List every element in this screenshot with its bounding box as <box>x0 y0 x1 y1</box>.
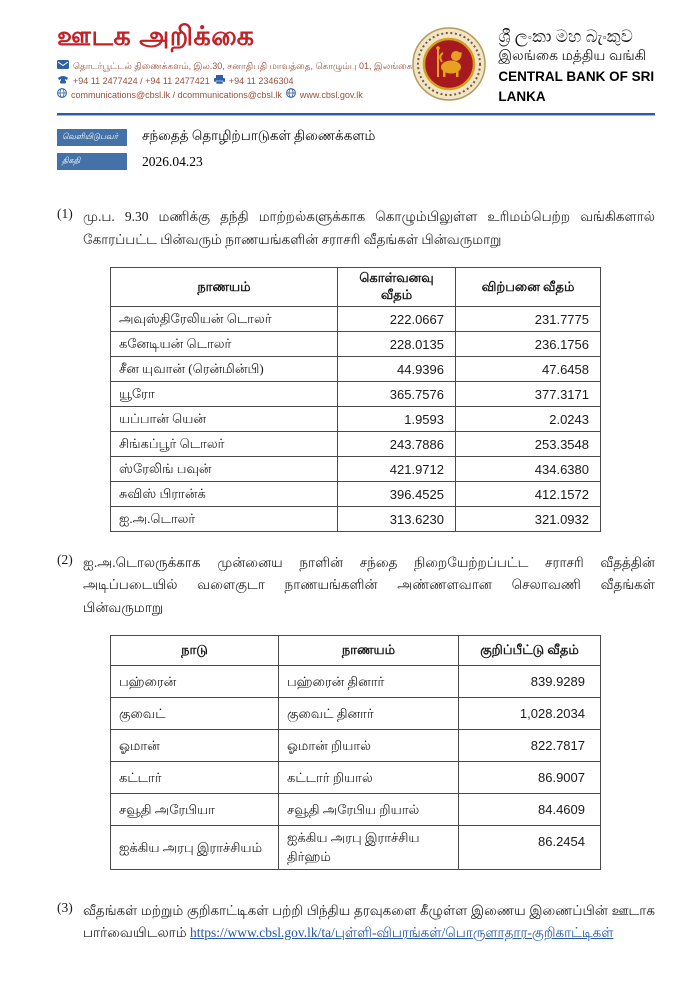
table-cell: 86.2454 <box>459 825 601 869</box>
table-cell: சீன யுவான் (ரென்மின்பி) <box>111 357 338 382</box>
globe-icon <box>57 88 67 103</box>
table-cell: 236.1756 <box>456 332 601 357</box>
table-cell: 84.4609 <box>459 793 601 825</box>
table-row <box>111 761 601 793</box>
table-cell: 243.7886 <box>338 432 456 457</box>
table-row <box>111 825 601 869</box>
gulf-rates-table <box>110 635 601 870</box>
table-cell: 421.9712 <box>338 457 456 482</box>
table-cell: யப்பான் யென் <box>111 407 338 432</box>
table-cell: 2.0243 <box>456 407 601 432</box>
table-cell: ஐக்கிய அரபு இராச்சிய திர்ஹம் <box>279 825 459 869</box>
date-row <box>57 153 655 170</box>
header-divider <box>57 113 655 116</box>
fax-number: +94 11 2346304 <box>228 75 294 86</box>
date-label: திகதி <box>57 153 127 170</box>
table-cell: சவூதி அரேபியா <box>111 793 279 825</box>
web-line <box>57 88 412 103</box>
phone-numbers: +94 11 2477424 / +94 11 2477421 <box>73 75 210 86</box>
issued-by-row <box>57 128 655 146</box>
table-header-row <box>111 268 601 307</box>
release-date: 2026.04.23 <box>142 153 203 169</box>
globe-icon <box>286 88 296 103</box>
table-cell: பஹ்ரைன் தினார் <box>279 665 459 697</box>
cbsl-statistics-link[interactable]: https://www.cbsl.gov.lk/ta/புள்ளி-விபரங்கள்/பொருளாதார-குறிகாட்டிகள் <box>189 925 614 941</box>
table-cell: 222.0667 <box>338 307 456 332</box>
table-cell: கனேடியன் டொலர் <box>111 332 338 357</box>
paragraph-number: (1) <box>57 206 73 222</box>
column-header-country: நாடு <box>111 635 279 665</box>
paragraph-1 <box>57 206 655 251</box>
table-cell: 1.9593 <box>338 407 456 432</box>
table-cell: சவூதி அரேபிய றியால் <box>279 793 459 825</box>
exchange-rates-table <box>110 267 601 532</box>
table-row <box>111 357 601 382</box>
bank-name-block <box>498 26 655 107</box>
table-row <box>111 307 601 332</box>
page-title: ஊடக அறிக்கை <box>57 21 255 51</box>
paragraph-text: ஐ.அ.டொலருக்காக முன்னைய நாளின் சந்தை நிறையேற்றப்பட்ட சராசரி வீதத்தின் அடிப்படையில் வளைகுடா நாணயங்களின் அண்ணளவான செலாவணி வீதங்கள் பின்வருமாறு <box>83 555 655 615</box>
table-cell: சுவிஸ் பிரான்க் <box>111 482 338 507</box>
table-cell: 377.3171 <box>456 382 601 407</box>
table-cell: ஐ.அ.டொலர் <box>111 507 338 532</box>
issued-by-label: வெளியிடுபவர் <box>57 129 127 146</box>
table-cell: பஹ்ரைன் <box>111 665 279 697</box>
table-row <box>111 665 601 697</box>
table-cell: அவுஸ்திரேலியன் டொலர் <box>111 307 338 332</box>
email-addresses: communications@cbsl.lk / dcommunications@cbsl.lk <box>71 90 282 101</box>
table-header-row <box>111 635 601 665</box>
issued-by-value: சந்தைத் தொழிற்பாடுகள் திணைக்களம் <box>142 128 376 144</box>
website-url: www.cbsl.gov.lk <box>299 90 363 101</box>
table-cell: 228.0135 <box>338 332 456 357</box>
table-cell: 253.3548 <box>456 432 601 457</box>
table-cell: ஓமான் றியால் <box>279 729 459 761</box>
table-row <box>111 332 601 357</box>
fax-icon <box>214 74 225 89</box>
table-row <box>111 432 601 457</box>
table-cell: 365.7576 <box>338 382 456 407</box>
table-cell: ஐக்கிய அரபு இராச்சியம் <box>111 825 279 869</box>
table-cell: கட்டார் <box>111 761 279 793</box>
table-cell: 44.9396 <box>338 357 456 382</box>
column-header-selling-rate: விற்பனை வீதம் <box>456 268 601 307</box>
paragraph-text: மு.ப. 9.30 மணிக்கு தந்தி மாற்றல்களுக்காக கொழும்பிலுள்ள உரிமம்பெற்ற வங்கிகளால் கோரப்பட்ட பின்வரும் நாணயங்களின் சராசரி வீதங்கள் பின்வருமாறு <box>83 209 655 247</box>
table-row <box>111 407 601 432</box>
table-cell: 434.6380 <box>456 457 601 482</box>
letterhead-left <box>57 22 412 103</box>
column-header-indicative-rate: குறிப்பீட்டு வீதம் <box>459 635 601 665</box>
paragraph-2 <box>57 552 655 619</box>
paragraph-3-text: வீதங்கள் மற்றும் குறிகாட்டிகள் பற்றி பிந்திய தரவுகளை கீழுள்ள இணைய இணைப்பின் ஊடாக பார்வையிடலாம் <box>83 902 655 941</box>
table-cell: 321.0932 <box>456 507 601 532</box>
bank-name-english: CENTRAL BANK OF SRI LANKA <box>498 68 655 105</box>
table-cell: 396.4525 <box>338 482 456 507</box>
table-row <box>111 457 601 482</box>
phone-icon <box>57 74 69 89</box>
table-cell: ஓமான் <box>111 729 279 761</box>
table-cell: குவைட் தினார் <box>279 697 459 729</box>
bank-name-sinhala: ශ්‍රී ලංකා මහ බැංකුව <box>498 27 633 46</box>
phone-line <box>57 74 412 89</box>
table-cell: யூரோ <box>111 382 338 407</box>
table-row <box>111 382 601 407</box>
table-cell: 412.1572 <box>456 482 601 507</box>
address-text: தொடர்பூட்டல் திணைக்களம், இல.30, சனாதிபதி மாவத்தை, கொழும்பு 01, இலங்கை <box>73 60 413 71</box>
table-cell: 47.6458 <box>456 357 601 382</box>
table-row <box>111 697 601 729</box>
table-cell: 822.7817 <box>459 729 601 761</box>
table-cell: குவைட் <box>111 697 279 729</box>
table-row <box>111 482 601 507</box>
bank-name-tamil: இலங்கை மத்திய வங்கி <box>498 49 647 65</box>
release-meta <box>57 128 655 170</box>
table-cell: 839.9289 <box>459 665 601 697</box>
central-bank-emblem <box>412 27 486 106</box>
column-header-currency: நாணயம் <box>279 635 459 665</box>
address-line <box>57 59 412 74</box>
table-cell: ஸ்ரேலிங் பவுன் <box>111 457 338 482</box>
paragraph-number: (2) <box>57 552 73 568</box>
table-cell: 86.9007 <box>459 761 601 793</box>
column-header-buying-rate: கொள்வனவு வீதம் <box>338 268 456 307</box>
paragraph-3 <box>57 900 655 945</box>
table-cell: 231.7775 <box>456 307 601 332</box>
table-cell: 313.6230 <box>338 507 456 532</box>
table-cell: சிங்கப்பூர் டொலர் <box>111 432 338 457</box>
table-row <box>111 793 601 825</box>
table-cell: கட்டார் றியால் <box>279 761 459 793</box>
envelope-icon <box>57 59 69 74</box>
table-row <box>111 507 601 532</box>
letterhead <box>57 22 655 107</box>
paragraph-number: (3) <box>57 899 73 915</box>
letterhead-right <box>412 22 655 107</box>
table-cell: 1,028.2034 <box>459 697 601 729</box>
column-header-currency: நாணயம் <box>111 268 338 307</box>
paragraph-text <box>83 900 655 945</box>
table-row <box>111 729 601 761</box>
